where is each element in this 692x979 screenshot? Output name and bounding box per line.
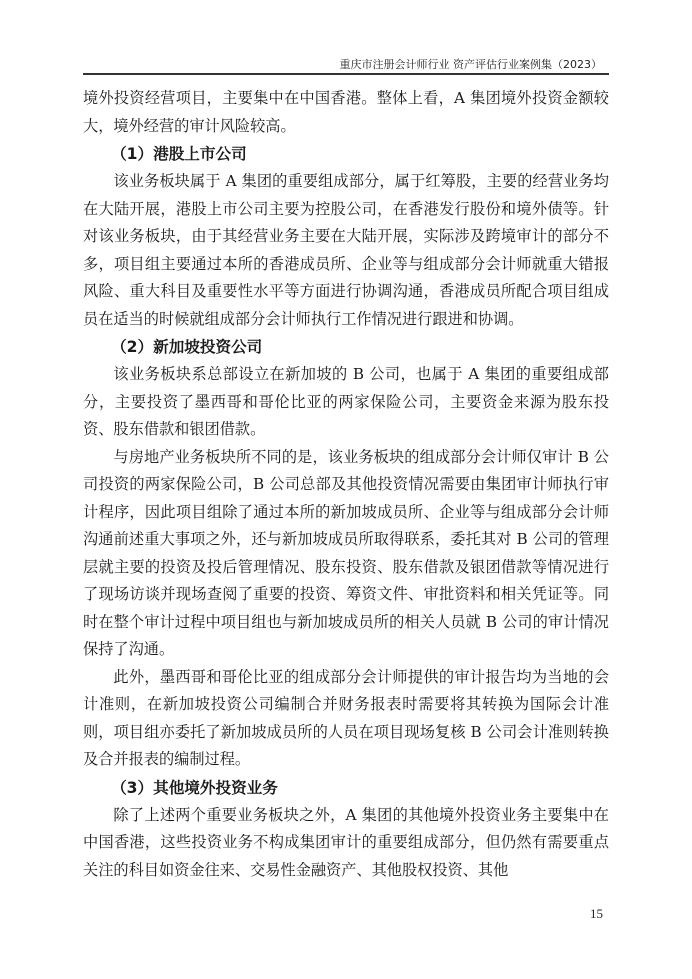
paragraph: 该业务板块属于 A 集团的重要组成部分，属于红筹股，主要的经营业务均在大陆开展，港股上市公司主要为控股公司，在香港发行股份和境外债等。针对该业务板块，由于其经营业务主要在大陆开展，实际涉及跨境审计的部分不多，项目组主要通过本所的香港成员所、企业等与组成部分会计师就重大错报风险、重大科目及重要性水平等方面进行协调沟通，香港成员所配合项目组成员在适当的时候就组成部分会计师执行工作情况进行跟进和协调。: [83, 172, 609, 328]
paragraph: 此外，墨西哥和哥伦比亚的组成部分会计师提供的审计报告均为当地的会计准则，在新加坡投资公司编制合并财务报表时需要将其转换为国际会计准则，项目组亦委托了新加坡成员所的人员在项目现场复核 B 公司会计准则转换及合并报表的编制过程。: [83, 667, 609, 768]
section-heading: （1）港股上市公司: [111, 145, 247, 163]
section-heading: （3）其他境外投资业务: [111, 778, 278, 797]
page-number: 15: [590, 906, 603, 921]
body-text: [83, 85, 609, 884]
section-heading: （2）新加坡投资公司: [111, 338, 263, 356]
paragraph: 除了上述两个重要业务板块之外，A 集团的其他境外投资业务主要集中在中国香港，这些投资业务不构成集团审计的重要组成部分，但仍然有需要重点关注的科目如资金往来、交易性金融资产、其他股权投资、其他: [83, 805, 609, 879]
paragraph: 该业务板块系总部设立在新加坡的 B 公司，也属于 A 集团的重要组成部分，主要投资了墨西哥和哥伦比亚的两家保险公司，主要资金来源为股东投资、股东借款和银团借款。: [83, 365, 609, 438]
running-header: 重庆市注册会计师行业 资产评估行业案例集（2023）: [339, 58, 602, 71]
paragraph: 与房地产业务板块所不同的是，该业务板块的组成部分会计师仅审计 B 公司投资的两家保险公司，B 公司总部及其他投资情况需要由集团审计师执行审计程序，因此项目组除了通过本所的新加坡成员所、企业等与组成部分会计师沟通前述重大事项之外，还与新加坡成员所取得联系，委托其对 B 公司的管理层就主要的投资及投后管理情况、股东投资、股东借款及银团借款等情况进行了现场访谈并现场查阅了重要的投资、筹资文件、审批资料和相关凭证等。同时在整个审计过程中项目组也与新加坡成员所的相关人员就 B 公司的审计情况保持了沟通。: [83, 447, 609, 658]
paragraph: 境外投资经营项目，主要集中在中国香港。整体上看，A 集团境外投资金额较大，境外经营的审计风险较高。: [83, 89, 609, 135]
header-rule: [83, 73, 609, 75]
